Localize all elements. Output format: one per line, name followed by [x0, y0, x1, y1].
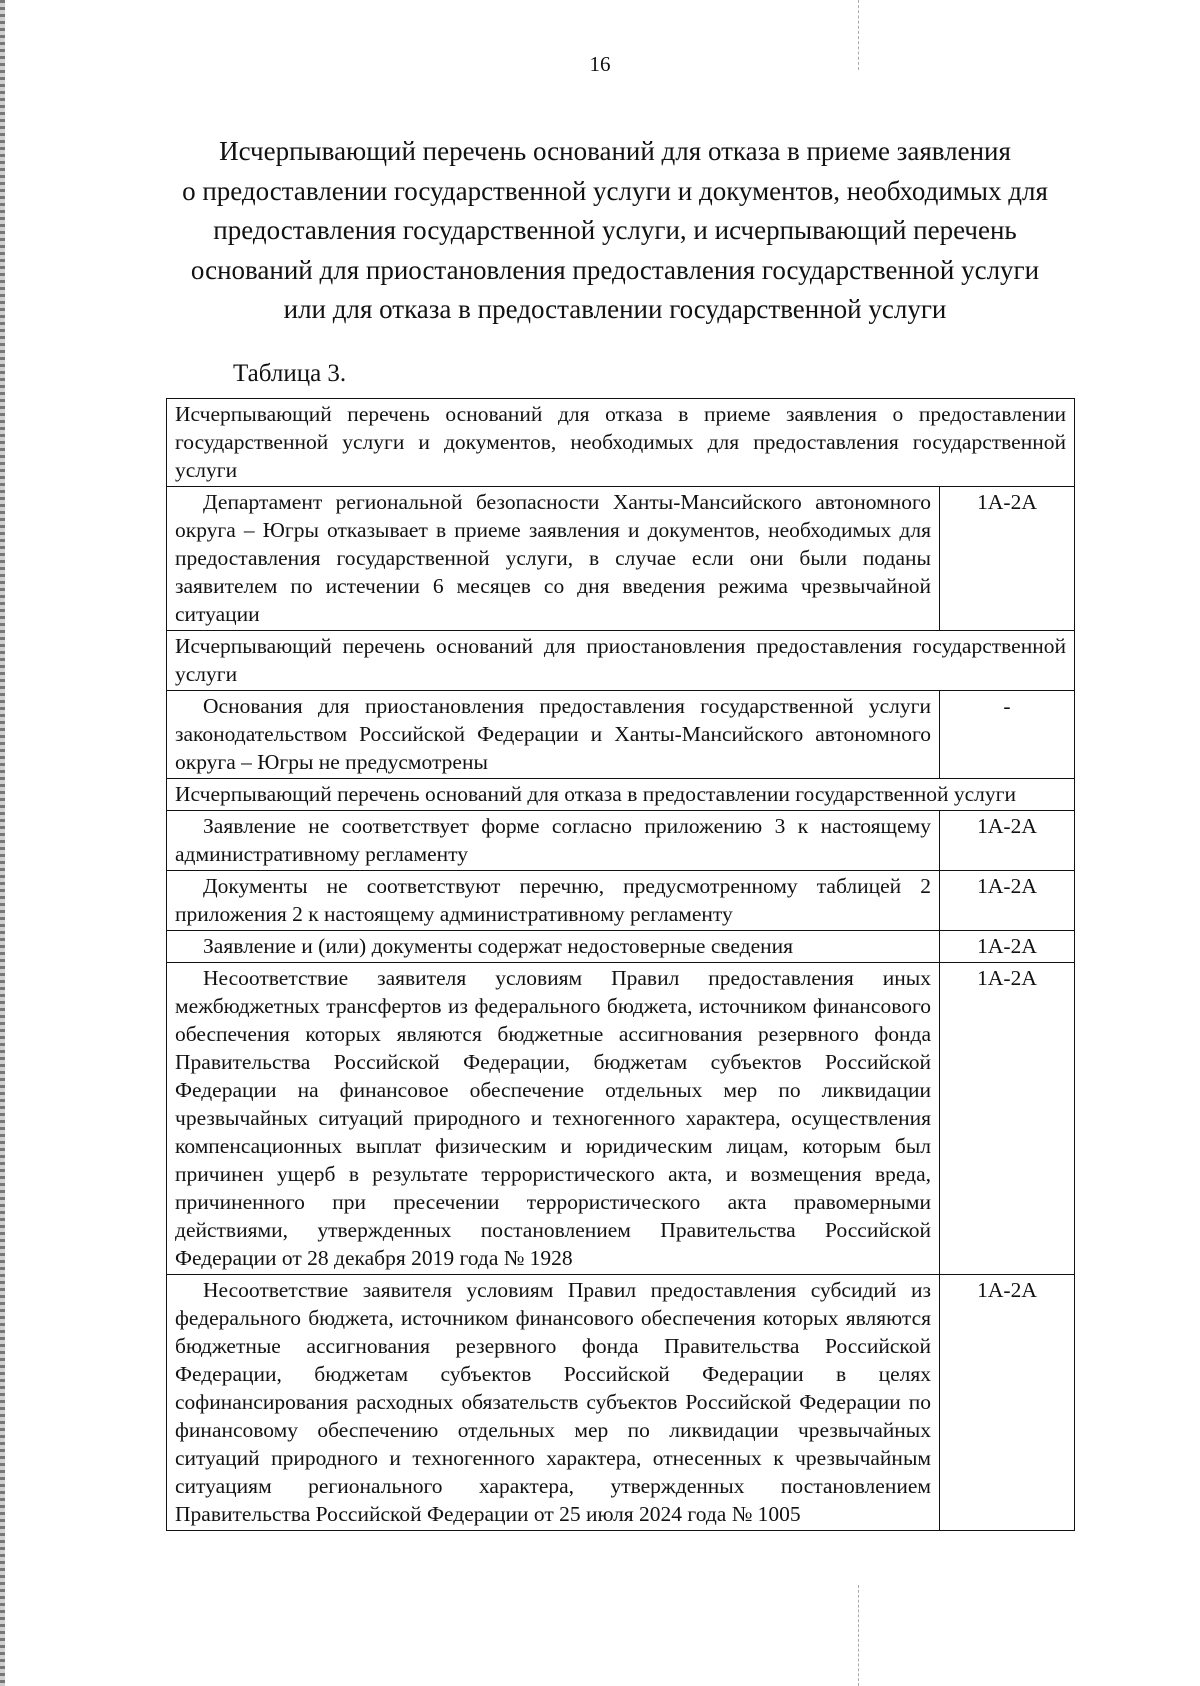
grounds-table — [166, 398, 1075, 1531]
heading-line: Исчерпывающий перечень оснований для отказа в приеме заявления — [219, 136, 1011, 166]
section-heading — [150, 132, 1080, 330]
row-code: 1А-2А — [940, 931, 1075, 963]
table-row — [167, 1275, 1075, 1531]
row-code: 1А-2А — [940, 1275, 1075, 1531]
row-code: - — [940, 691, 1075, 779]
table-section-row — [167, 399, 1075, 487]
table-row — [167, 691, 1075, 779]
row-code: 1А-2А — [940, 487, 1075, 631]
table-row — [167, 487, 1075, 631]
table-row — [167, 931, 1075, 963]
section-title-refusal-service: Исчерпывающий перечень оснований для отказа в предоставлении государственной услуги — [167, 779, 1075, 811]
section-title-suspension: Исчерпывающий перечень оснований для приостановления предоставления государственной услуги — [167, 631, 1075, 691]
heading-line: оснований для приостановления предоставления государственной услуги — [190, 254, 1040, 285]
table-caption: Таблица 3. — [233, 360, 347, 387]
section-title-refusal-acceptance: Исчерпывающий перечень оснований для отказа в приеме заявления о предоставлении государственной услуги и документов, необходимых для предоставления государственной услуги — [167, 399, 1075, 487]
scan-fold-mark-bottom — [858, 1585, 859, 1686]
table-row — [167, 963, 1075, 1275]
heading-line: или для отказа в предоставлении государственной услуги — [283, 294, 947, 324]
table-section-row — [167, 631, 1075, 691]
table-row — [167, 811, 1075, 871]
row-code: 1А-2А — [940, 963, 1075, 1275]
page-number: 16 — [589, 52, 611, 76]
row-description: Документы не соответствуют перечню, предусмотренному таблицей 2 приложения 2 к настоящему административному регламенту — [167, 871, 940, 931]
row-code: 1А-2А — [940, 811, 1075, 871]
row-description: Основания для приостановления предоставления государственной услуги законодательством Российской Федерации и Ханты-Мансийского автономного округа – Югры не предусмотрены — [167, 691, 940, 779]
row-description: Заявление не соответствует форме согласно приложению 3 к настоящему административному регламенту — [167, 811, 940, 871]
table-row — [167, 871, 1075, 931]
row-description: Несоответствие заявителя условиям Правил предоставления субсидий из федерального бюджета, источником финансового обеспечения которых являются бюджетные ассигнования резервного фонда Правительства Российской Федерации, бюджетам субъектов Российской Федерации в целях софинансирования расходных обязательств субъектов Российской Федерации по финансовому обеспечению отдельных мер по ликвидации чрезвычайных ситуаций природного и техногенного характера, отнесенных к чрезвычайным ситуациям регионального характера, утвержденных постановлением Правительства Российской Федерации от 25 июля 2024 года № 1005 — [167, 1275, 940, 1531]
scan-page-edge — [0, 0, 5, 1686]
row-description: Несоответствие заявителя условиям Правил предоставления иных межбюджетных трансфертов из федерального бюджета, источником финансового обеспечения которых являются бюджетные ассигнования резервного фонда Правительства Российской Федерации, бюджетам субъектов Российской Федерации на финансовое обеспечение отдельных мер по ликвидации чрезвычайных ситуаций природного и техногенного характера, осуществления компенсационных выплат физическим и юридическим лицам, которым был причинен ущерб в результате террористического акта, и возмещения вреда, причиненного при пресечении террористического акта правомерными действиями, утвержденных постановлением Правительства Российской Федерации от 28 декабря 2019 года № 1928 — [167, 963, 940, 1275]
row-description: Заявление и (или) документы содержат недостоверные сведения — [167, 931, 940, 963]
heading-line: предоставления государственной услуги, и исчерпывающий перечень — [213, 215, 1017, 245]
row-code: 1А-2А — [940, 871, 1075, 931]
table-section-row — [167, 779, 1075, 811]
row-description: Департамент региональной безопасности Ханты-Мансийского автономного округа – Югры отказывает в приеме заявления и документов, необходимых для предоставления государственной услуги, в случае если они были поданы заявителем по истечении 6 месяцев со дня введения режима чрезвычайной ситуации — [167, 487, 940, 631]
heading-line: о предоставлении государственной услуги и документов, необходимых для — [182, 175, 1048, 206]
